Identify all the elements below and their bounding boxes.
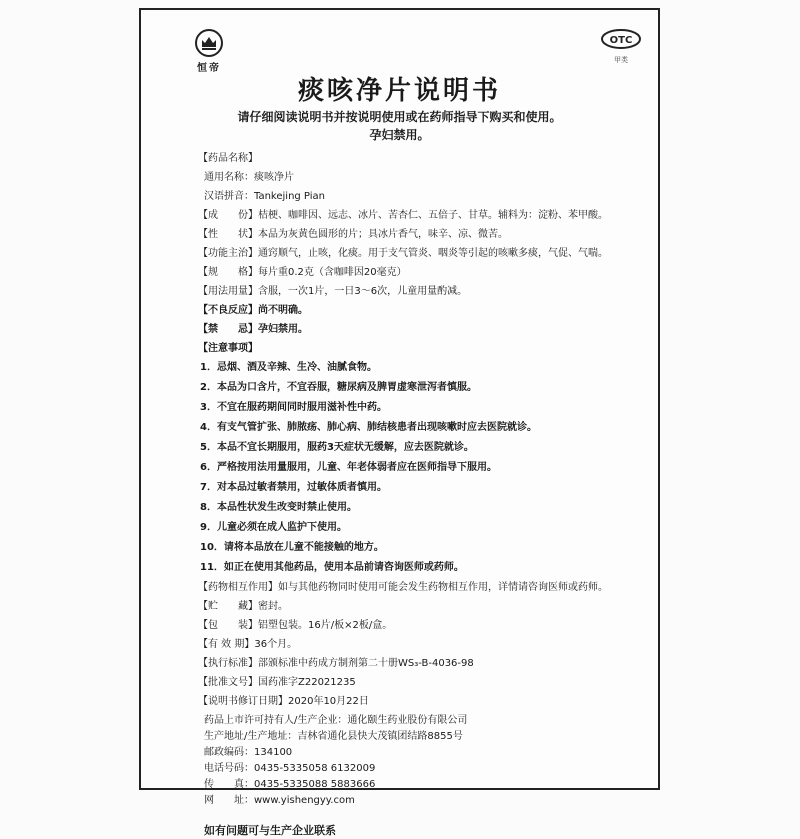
- section-value: 铝塑包装。16片/板×2板/盒。: [258, 620, 393, 631]
- section-label: 【贮 藏】: [198, 601, 258, 612]
- section-label: 【批准文号】: [198, 677, 258, 688]
- section-value: 含服，一次1片，一日3～6次，儿童用量酌减。: [258, 286, 468, 297]
- precaution-item: 2．本品为口含片，不宜吞服，糖尿病及脾胃虚寒泄泻者慎服。: [200, 382, 477, 393]
- company-line: 电话号码：0435-5335058 6132009: [204, 763, 376, 774]
- otc-label: OTC: [609, 35, 633, 46]
- section-label: 【包 装】: [198, 620, 258, 631]
- logo-text: 恒帝: [197, 63, 221, 74]
- section-label: 【药物相互作用】: [198, 582, 278, 593]
- otc-badge: [600, 28, 642, 65]
- precaution-item: 9．儿童必须在成人监护下使用。: [200, 522, 347, 533]
- company-line: 药品上市许可持有人/生产企业：通化颐生药业股份有限公司: [204, 715, 468, 726]
- section-storage: [198, 599, 646, 615]
- section-drug-interactions: [198, 580, 646, 596]
- section-label: 【用法用量】: [198, 286, 258, 297]
- brand-emblem-icon: [194, 28, 224, 58]
- leaflet-content: [198, 151, 646, 839]
- precautions-heading: [198, 341, 646, 357]
- precaution-item: 4．有支气管扩张、肺脓疡、肺心病、肺结核患者出现咳嗽时应去医院就诊。: [200, 422, 537, 433]
- section-label: 【有 效 期】: [198, 639, 255, 650]
- section-label: 【性 状】: [198, 229, 258, 240]
- section-shelf-life: [198, 637, 646, 653]
- notice-line: 孕妇禁用。: [369, 128, 430, 142]
- section-value: 每片重0.2克（含咖啡因20毫克）: [258, 267, 407, 278]
- section-label: 【功能主治】: [198, 248, 258, 259]
- field-label: 通用名称：: [204, 172, 254, 183]
- company-info: [198, 713, 646, 809]
- usage-notice: [141, 108, 658, 144]
- otc-oval-icon: [600, 28, 642, 50]
- section-label: 【禁 忌】: [198, 324, 258, 335]
- document-title: 痰咳净片说明书: [297, 76, 501, 106]
- section-revision-date: [198, 694, 646, 710]
- section-value: 2020年10月22日: [288, 696, 369, 707]
- section-value: 本品为灰黄色圆形的片；具冰片香气，味辛、凉、微苦。: [258, 229, 508, 240]
- company-line: 网 址：www.yishengyy.com: [204, 795, 355, 806]
- section-value: 密封。: [258, 601, 288, 612]
- precaution-item: 3．不宜在服药期间同时服用滋补性中药。: [200, 402, 387, 413]
- precaution-item: 5．本品不宜长期服用，服药3天症状无缓解，应去医院就诊。: [200, 442, 474, 453]
- precaution-item: 6．严格按用法用量服用，儿童、年老体弱者应在医师指导下服用。: [200, 462, 497, 473]
- precaution-item: 7．对本品过敏者禁用，过敏体质者慎用。: [200, 482, 387, 493]
- common-name-row: [198, 170, 646, 186]
- section-label: 【说明书修订日期】: [198, 696, 288, 707]
- section-standard: [198, 656, 646, 672]
- section-packaging: [198, 618, 646, 634]
- otc-category: 甲类: [614, 56, 628, 64]
- company-line: 传 真：0435-5335088 5883666: [204, 779, 376, 790]
- section-value: 通窍顺气，止咳，化痰。用于支气管炎、咽炎等引起的咳嗽多痰，气促、气喘。: [258, 248, 608, 259]
- section-specification: [198, 265, 646, 281]
- section-value: 桔梗、咖啡因、远志、冰片、苦杏仁、五倍子、甘草。辅料为：淀粉、苯甲酸。: [258, 210, 608, 221]
- section-value: 36个月。: [254, 639, 298, 650]
- precaution-item: 8．本品性状发生改变时禁止使用。: [200, 502, 357, 513]
- company-line: 生产地址/生产地址：吉林省通化县快大茂镇团结路8855号: [204, 731, 463, 742]
- section-value: 如与其他药物同时使用可能会发生药物相互作用，详情请咨询医师或药师。: [278, 582, 608, 593]
- section-contraindications: [198, 322, 646, 338]
- section-indications: [198, 246, 646, 262]
- section-label: 【成 份】: [198, 210, 258, 221]
- footer-contact-note: 如有问题可与生产企业联系: [204, 824, 336, 837]
- drug-name-heading: [198, 151, 646, 167]
- notice-line: 请仔细阅读说明书并按说明使用或在药师指导下购买和使用。: [237, 110, 562, 124]
- precaution-item: 11．如正在使用其他药品，使用本品前请咨询医师或药师。: [200, 562, 464, 573]
- section-label: 【规 格】: [198, 267, 258, 278]
- section-value: 国药准字Z22021235: [258, 677, 356, 688]
- section-value: 孕妇禁用。: [258, 324, 308, 335]
- section-adverse-reactions: [198, 303, 646, 319]
- field-label: 汉语拼音：: [204, 191, 254, 202]
- section-label: 【药品名称】: [198, 153, 258, 164]
- brand-logo: [189, 28, 229, 74]
- section-value: 部颁标准中药成方制剂第二十册WS₃-B-4036-98: [258, 658, 474, 669]
- section-value: 尚不明确。: [258, 305, 308, 316]
- precaution-item: 1．忌烟、酒及辛辣、生冷、油腻食物。: [200, 362, 377, 373]
- company-line: 邮政编码：134100: [204, 747, 293, 758]
- section-ingredients: [198, 208, 646, 224]
- leaflet-frame: [139, 8, 660, 837]
- pinyin-row: [198, 189, 646, 205]
- precaution-item: 10．请将本品放在儿童不能接触的地方。: [200, 542, 384, 553]
- precautions-list: [198, 360, 646, 576]
- section-label: 【注意事项】: [198, 343, 258, 354]
- field-value: 痰咳净片: [254, 172, 294, 183]
- section-label: 【执行标准】: [198, 658, 258, 669]
- section-approval-number: [198, 675, 646, 691]
- section-dosage: [198, 284, 646, 300]
- section-appearance: [198, 227, 646, 243]
- section-label: 【不良反应】: [198, 305, 258, 316]
- field-value: Tankejing Pian: [254, 191, 325, 202]
